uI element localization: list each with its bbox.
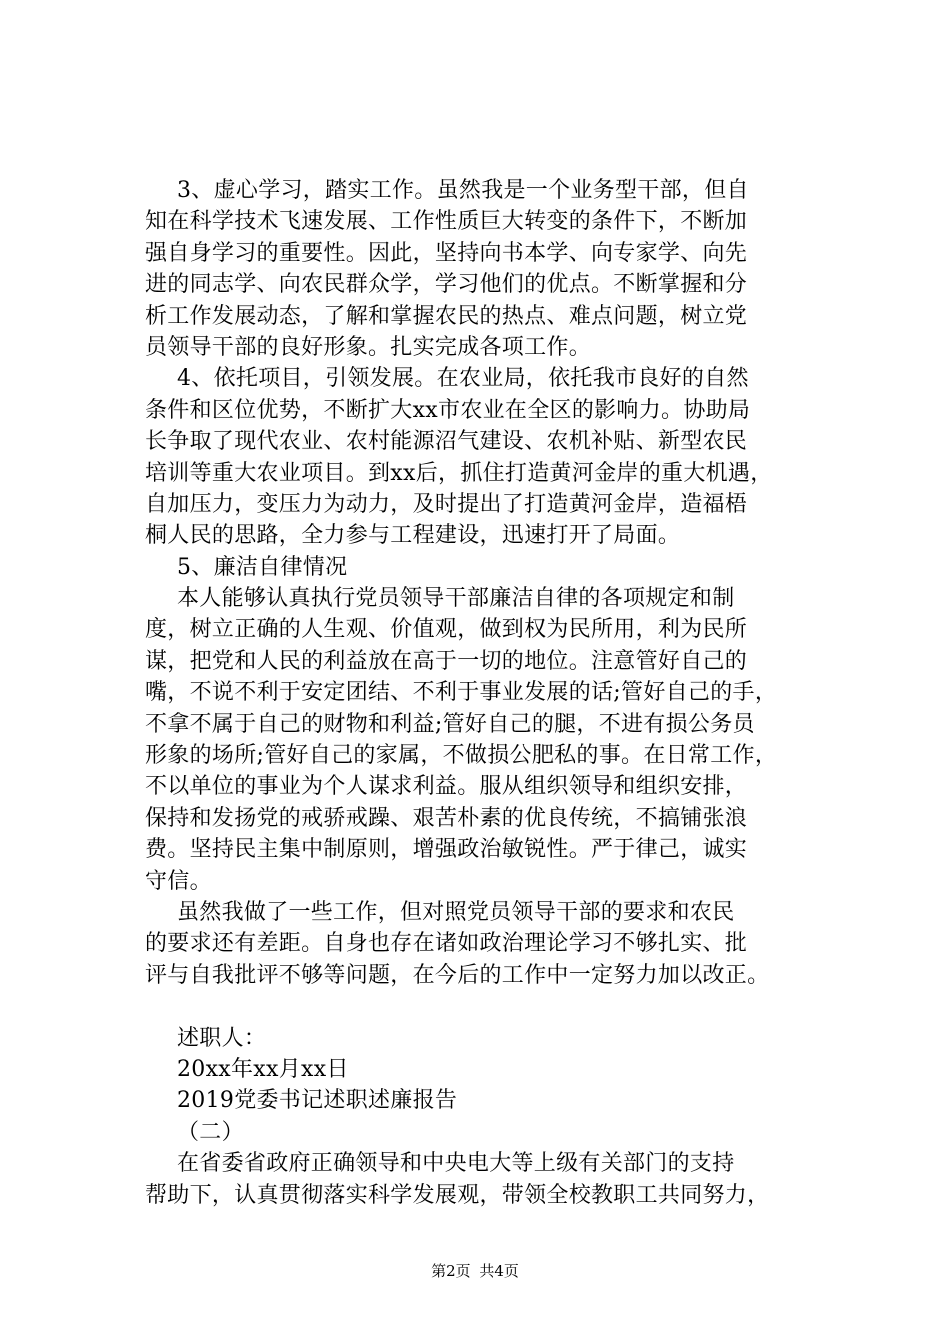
signature-label: 述职人：	[177, 1025, 267, 1051]
paragraph-line: 守信。	[145, 868, 212, 894]
paragraph-line: 评与自我批评不够等问题，在今后的工作中一定努力加以改正。	[145, 962, 770, 988]
page-total: 共4页	[479, 1262, 519, 1280]
paragraph-line: 析工作发展动态，了解和掌握农民的热点、难点问题，树立党	[145, 303, 748, 329]
paragraph-line: 自加压力，变压力为动力，及时提出了打造黄河金岸，造福梧	[145, 491, 748, 517]
report-title: 2019党委书记述职述廉报告	[177, 1088, 458, 1114]
paragraph-line: 进的同志学、向农民群众学，学习他们的优点。不断掌握和分	[145, 272, 748, 298]
page-number: 第2页	[431, 1262, 471, 1280]
paragraph-line: 本人能够认真执行党员领导干部廉洁自律的各项规定和制	[177, 586, 735, 612]
paragraph-line: 度，树立正确的人生观、价值观，做到权为民所用，利为民所	[145, 617, 748, 643]
paragraph-line: 的要求还有差距。自身也存在诸如政治理论学习不够扎实、批	[145, 931, 748, 957]
paragraph-line: 形象的场所;管好自己的家属，不做损公肥私的事。在日常工作，	[145, 743, 778, 769]
paragraph-line: 谋，把党和人民的利益放在高于一切的地位。注意管好自己的	[145, 648, 748, 674]
paragraph-line: 保持和发扬党的戒骄戒躁、艰苦朴素的优良传统，不搞铺张浪	[145, 805, 748, 831]
paragraph-line: 虽然我做了一些工作，但对照党员领导干部的要求和农民	[177, 899, 735, 925]
document-body	[145, 175, 845, 1211]
paragraph-line: 条件和区位优势，不断扩大xx市农业在全区的影响力。协助局	[145, 397, 751, 423]
paragraph-line: 强自身学习的重要性。因此，坚持向书本学、向专家学、向先	[145, 240, 748, 266]
paragraph-line: 4、依托项目，引领发展。在农业局，依托我市良好的自然	[177, 366, 749, 392]
paragraph-line: 桐人民的思路，全力参与工程建设，迅速打开了局面。	[145, 523, 681, 549]
paragraph-line: 长争取了现代农业、农村能源沼气建设、农机补贴、新型农民	[145, 429, 748, 455]
blank-line	[145, 991, 845, 1022]
paragraph-line: 员领导干部的良好形象。扎实完成各项工作。	[145, 334, 592, 360]
page-footer	[0, 1262, 950, 1280]
paragraph-line: 嘴，不说不利于安定团结、不利于事业发展的话;管好自己的手，	[145, 680, 778, 706]
paragraph-line: 费。坚持民主集中制原则，增强政治敏锐性。严于律己，诚实	[145, 837, 748, 863]
paragraph-line: 不以单位的事业为个人谋求利益。服从组织领导和组织安排，	[145, 774, 748, 800]
paragraph-line: 帮助下，认真贯彻落实科学发展观，带领全校教职工共同努力，	[145, 1182, 770, 1208]
paragraph-line: 知在科学技术飞速发展、工作性质巨大转变的条件下，不断加	[145, 209, 748, 235]
paragraph-line: 在省委省政府正确领导和中央电大等上级有关部门的支持	[177, 1151, 735, 1177]
section-number: （二）	[177, 1119, 244, 1145]
signature-date: 20xx年xx月xx日	[177, 1056, 349, 1082]
paragraph-line: 培训等重大农业项目。到xx后，抓住打造黄河金岸的重大机遇，	[145, 460, 773, 486]
paragraph-line: 3、虚心学习，踏实工作。虽然我是一个业务型干部，但自	[177, 178, 749, 203]
paragraph-line: 不拿不属于自己的财物和利益;管好自己的腿，不进有损公务员	[145, 711, 755, 737]
section-heading: 5、廉洁自律情况	[177, 554, 348, 580]
